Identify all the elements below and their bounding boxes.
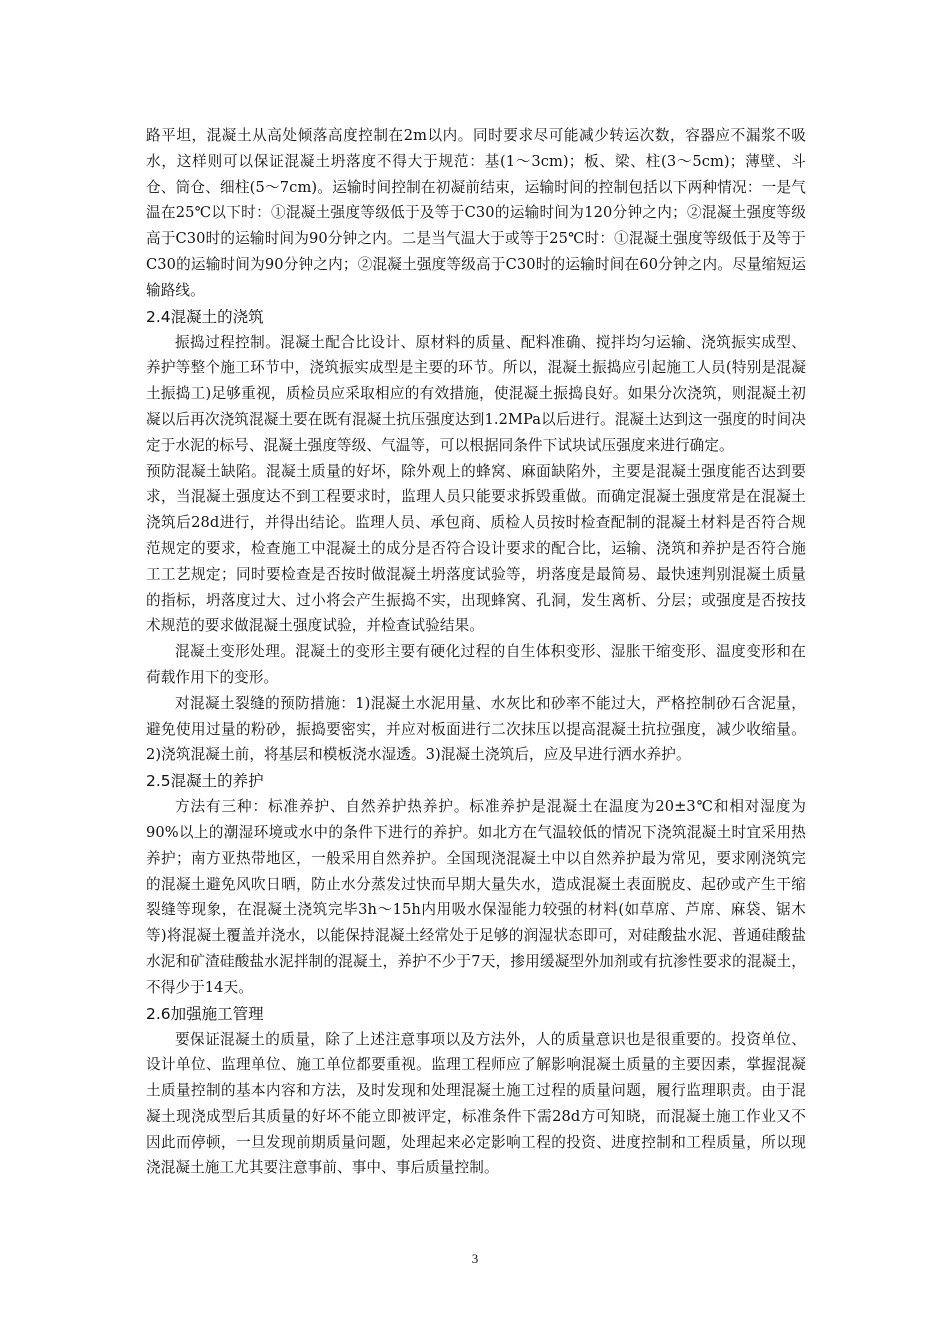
section-heading-pouring: 2.4混凝土的浇筑	[146, 307, 264, 326]
paragraph-curing-methods: 方法有三种：标准养护、自然养护热养护。标准养护是混凝土在温度为20±3℃和相对湿度为90%以上的潮湿环境或水中的条件下进行的养护。如北方在气温较低的情况下浇筑混凝土时宜采用热养护；南方亚热带地区，一般采用自然养护。全国现浇混凝土中以自然养护最为常见，要求刚浇筑完的混凝土避免风吹日晒，防止水分蒸发过快而早期大量失水，造成混凝土表面脱皮、起砂或产生干缩裂缝等现象，在混凝土浇筑完毕3h～15h内用吸水保湿能力较强的材料(如草席、芦席、麻袋、锯木等)将混凝土覆盖并浇水，以能保持混凝土经常处于足够的润湿状态即可，对硅酸盐水泥、普通硅酸盐水泥和矿渣硅酸盐水泥拌制的混凝土，养护不少于7天，掺用缓凝型外加剂或有抗渗性要求的混凝土，不得少于14天。	[146, 798, 806, 996]
paragraph-management: 要保证混凝土的质量，除了上述注意事项以及方法外，人的质量意识也是很重要的。投资单位、设计单位、监理单位、施工单位都要重视。监理工程师应了解影响混凝土质量的主要因素，掌握混凝土质量控制的基本内容和方法，及时发现和处理混凝土施工过程的质量问题，履行监理职责。由于混凝土现浇成型后其质量的好坏不能立即被评定，标准条件下需28d方可知晓，而混凝土施工作业又不因此而停顿，一旦发现前期质量问题，处理起来必定影响工程的投资、进度控制和工程质量，所以现浇混凝土施工尤其要注意事前、事中、事后质量控制。	[146, 1030, 806, 1177]
section-heading-management: 2.6加强施工管理	[146, 1004, 264, 1023]
paragraph-defect-prevention: 预防混凝土缺陷。混凝土质量的好坏，除外观上的蜂窝、麻面缺陷外，主要是混凝土强度能否达到要求，当混凝土强度达不到工程要求时，监理人员只能要求拆毁重做。而确定混凝土强度常是在混凝土浇筑后28d进行，并得出结论。监理人员、承包商、质检人员按时检查配制的混凝土材料是否符合规范规定的要求，检查施工中混凝土的成分是否符合设计要求的配合比，运输、浇筑和养护是否符合施工工艺规定；同时要检查是否按时做混凝土坍落度试验等，坍落度是最简易、最快速判别混凝土质量的指标，坍落度过大、过小将会产生振捣不实，出现蜂窝、孔洞，发生离析、分层；或强度是否按技术规范的要求做混凝土强度试验，并检查试验结果。	[146, 462, 806, 635]
section-heading-curing: 2.5混凝土的养护	[146, 772, 264, 791]
page-number: 3	[471, 1251, 479, 1266]
paragraph-crack-prevention: 对混凝土裂缝的预防措施：1)混凝土水泥用量、水灰比和砂率不能过大，严格控制砂石含泥量，避免使用过量的粉砂，振捣要密实，并应对板面进行二次抹压以提高混凝土抗拉强度，减少收缩量。2)浇筑混凝土前，将基层和模板浇水湿透。3)混凝土浇筑后，应及早进行洒水养护。	[146, 694, 806, 764]
document-body	[146, 123, 806, 1181]
paragraph-vibration-control: 振捣过程控制。混凝土配合比设计、原材料的质量、配料准确、搅拌均匀运输、浇筑振实成型、养护等整个施工环节中，浇筑振实成型是主要的环节。所以，混凝土振捣应引起施工人员(特别是混凝土振捣工)足够重视，质检员应采取相应的有效措施，使混凝土振捣良好。如果分次浇筑，则混凝土初凝以后再次浇筑混凝土要在既有混凝土抗压强度达到1.2MPa以后进行。混凝土达到这一强度的时间决定于水泥的标号、混凝土强度等级、气温等，可以根据同条件下试块试压强度来进行确定。	[146, 333, 806, 454]
paragraph-transport: 路平坦，混凝土从高处倾落高度控制在2m以内。同时要求尽可能减少转运次数，容器应不漏浆不吸水，这样则可以保证混凝土坍落度不得大于规范：基(1～3cm)；板、梁、柱(3～5cm)；薄壁、斗仓、筒仓、细柱(5～7cm)。运输时间控制在初凝前结束，运输时间的控制包括以下两种情况：一是气温在25℃以下时：①混凝土强度等级低于及等于C30的运输时间为120分钟之内；②混凝土强度等级高于C30时的运输时间为90分钟之内。二是当气温大于或等于25℃时：①混凝土强度等级低于及等于C30的运输时间为90分钟之内；②混凝土强度等级高于C30时的运输时间在60分钟之内。尽量缩短运输路线。	[146, 127, 806, 299]
paragraph-deformation: 混凝土变形处理。混凝土的变形主要有硬化过程的自生体积变形、湿胀干缩变形、温度变形和在荷载作用下的变形。	[146, 643, 806, 686]
